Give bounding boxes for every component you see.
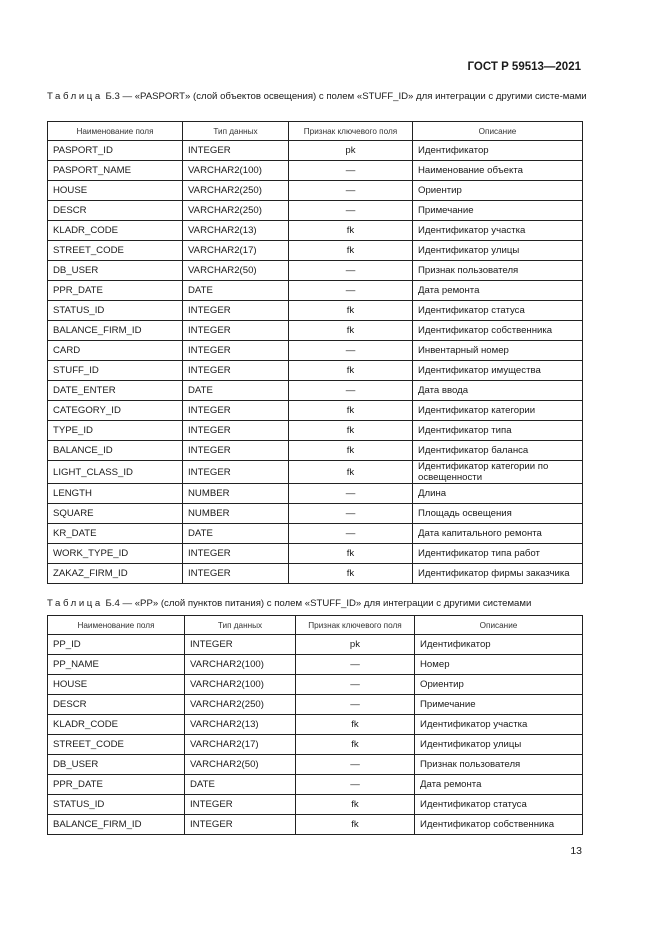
key-flag-cell: — — [289, 161, 413, 181]
key-flag-cell: fk — [289, 421, 413, 441]
field-name-cell: LENGTH — [48, 484, 183, 504]
data-type-cell: INTEGER — [183, 544, 289, 564]
field-name-cell: DESCR — [48, 695, 185, 715]
table-row — [48, 441, 583, 461]
key-flag-cell: — — [296, 655, 415, 675]
data-type-cell: VARCHAR2(13) — [183, 221, 289, 241]
data-type-cell: VARCHAR2(17) — [185, 735, 296, 755]
key-flag-cell: fk — [289, 441, 413, 461]
description-cell: Идентификатор статуса — [415, 795, 583, 815]
description-cell: Идентификатор типа — [413, 421, 583, 441]
table-row — [48, 504, 583, 524]
data-type-cell: INTEGER — [185, 635, 296, 655]
description-cell: Идентификатор фирмы заказчика — [413, 564, 583, 584]
data-type-cell: VARCHAR2(50) — [185, 755, 296, 775]
table-row — [48, 735, 583, 755]
description-cell: Идентификатор собственника — [415, 815, 583, 835]
table-row — [48, 261, 583, 281]
description-cell: Идентификатор участка — [415, 715, 583, 735]
key-flag-cell: fk — [289, 544, 413, 564]
key-flag-cell: — — [296, 695, 415, 715]
key-flag-cell: fk — [296, 795, 415, 815]
key-flag-cell: fk — [289, 241, 413, 261]
field-name-cell: STREET_CODE — [48, 241, 183, 261]
table-row — [48, 461, 583, 484]
description-cell: Признак пользователя — [413, 261, 583, 281]
key-flag-cell: — — [296, 775, 415, 795]
description-cell: Дата ввода — [413, 381, 583, 401]
field-name-cell: DATE_ENTER — [48, 381, 183, 401]
key-flag-cell: fk — [289, 321, 413, 341]
data-type-cell: VARCHAR2(100) — [185, 675, 296, 695]
table-row — [48, 484, 583, 504]
table-row — [48, 815, 583, 835]
table-row — [48, 221, 583, 241]
data-type-cell: VARCHAR2(13) — [185, 715, 296, 735]
key-flag-cell: — — [289, 504, 413, 524]
table-b3 — [47, 121, 583, 584]
key-flag-cell: fk — [289, 401, 413, 421]
description-cell: Наименование объекта — [413, 161, 583, 181]
key-flag-cell: — — [289, 484, 413, 504]
description-cell: Длина — [413, 484, 583, 504]
field-name-cell: KLADR_CODE — [48, 715, 185, 735]
document-standard-number: ГОСТ Р 59513—2021 — [467, 61, 581, 73]
table-row — [48, 321, 583, 341]
table-row — [48, 341, 583, 361]
description-cell: Ориентир — [413, 181, 583, 201]
data-type-cell: VARCHAR2(250) — [183, 201, 289, 221]
data-type-cell: INTEGER — [183, 441, 289, 461]
description-cell: Дата капитального ремонта — [413, 524, 583, 544]
key-flag-cell: — — [296, 675, 415, 695]
column-header: Признак ключевого поля — [289, 122, 413, 141]
table-row — [48, 281, 583, 301]
data-type-cell: INTEGER — [183, 361, 289, 381]
field-name-cell: STATUS_ID — [48, 795, 185, 815]
table-row — [48, 141, 583, 161]
field-name-cell: CATEGORY_ID — [48, 401, 183, 421]
table-row — [48, 564, 583, 584]
key-flag-cell: — — [296, 755, 415, 775]
description-cell: Идентификатор баланса — [413, 441, 583, 461]
description-cell: Идентификатор — [413, 141, 583, 161]
description-cell: Ориентир — [415, 675, 583, 695]
data-type-cell: INTEGER — [183, 141, 289, 161]
description-cell: Идентификатор — [415, 635, 583, 655]
key-flag-cell: fk — [289, 564, 413, 584]
description-cell: Инвентарный номер — [413, 341, 583, 361]
page-number: 13 — [570, 845, 582, 857]
description-cell: Идентификатор имущества — [413, 361, 583, 381]
data-type-cell: NUMBER — [183, 484, 289, 504]
field-name-cell: BALANCE_ID — [48, 441, 183, 461]
table-row — [48, 544, 583, 564]
description-cell: Дата ремонта — [413, 281, 583, 301]
data-type-cell: INTEGER — [183, 341, 289, 361]
field-name-cell: PASPORT_NAME — [48, 161, 183, 181]
key-flag-cell: fk — [289, 221, 413, 241]
data-type-cell: VARCHAR2(250) — [183, 181, 289, 201]
data-type-cell: INTEGER — [185, 815, 296, 835]
data-type-cell: DATE — [183, 281, 289, 301]
field-name-cell: PP_NAME — [48, 655, 185, 675]
table-row — [48, 421, 583, 441]
field-name-cell: PP_ID — [48, 635, 185, 655]
key-flag-cell: pk — [289, 141, 413, 161]
table-row — [48, 775, 583, 795]
key-flag-cell: — — [289, 524, 413, 544]
field-name-cell: BALANCE_FIRM_ID — [48, 321, 183, 341]
table-row — [48, 715, 583, 735]
table-row — [48, 201, 583, 221]
data-type-cell: DATE — [183, 524, 289, 544]
description-cell: Идентификатор категории по освещенности — [413, 461, 583, 484]
column-header: Описание — [413, 122, 583, 141]
key-flag-cell: — — [289, 181, 413, 201]
field-name-cell: DB_USER — [48, 755, 185, 775]
field-name-cell: STATUS_ID — [48, 301, 183, 321]
table-b4 — [47, 615, 583, 835]
description-cell: Идентификатор улицы — [413, 241, 583, 261]
caption-prefix: Таблица — [47, 91, 103, 102]
description-cell: Идентификатор статуса — [413, 301, 583, 321]
data-type-cell: INTEGER — [183, 461, 289, 484]
key-flag-cell: fk — [296, 715, 415, 735]
data-type-cell: INTEGER — [183, 401, 289, 421]
field-name-cell: TYPE_ID — [48, 421, 183, 441]
data-type-cell: VARCHAR2(100) — [183, 161, 289, 181]
field-name-cell: PPR_DATE — [48, 775, 185, 795]
field-name-cell: PPR_DATE — [48, 281, 183, 301]
key-flag-cell: — — [289, 261, 413, 281]
description-cell: Идентификатор улицы — [415, 735, 583, 755]
data-type-cell: INTEGER — [183, 301, 289, 321]
column-header: Признак ключевого поля — [296, 616, 415, 635]
table-row — [48, 361, 583, 381]
column-header: Тип данных — [183, 122, 289, 141]
column-header: Тип данных — [185, 616, 296, 635]
table-row — [48, 241, 583, 261]
data-type-cell: VARCHAR2(50) — [183, 261, 289, 281]
column-header: Описание — [415, 616, 583, 635]
data-type-cell: DATE — [185, 775, 296, 795]
description-cell: Идентификатор категории — [413, 401, 583, 421]
description-cell: Идентификатор собственника — [413, 321, 583, 341]
field-name-cell: SQUARE — [48, 504, 183, 524]
table-row — [48, 524, 583, 544]
table-row — [48, 695, 583, 715]
table-row — [48, 401, 583, 421]
key-flag-cell: fk — [296, 815, 415, 835]
field-name-cell: BALANCE_FIRM_ID — [48, 815, 185, 835]
field-name-cell: PASPORT_ID — [48, 141, 183, 161]
data-type-cell: VARCHAR2(100) — [185, 655, 296, 675]
field-name-cell: STREET_CODE — [48, 735, 185, 755]
column-header: Наименование поля — [48, 616, 185, 635]
table-row — [48, 675, 583, 695]
data-type-cell: INTEGER — [185, 795, 296, 815]
table-header-row — [48, 616, 583, 635]
data-type-cell: DATE — [183, 381, 289, 401]
key-flag-cell: fk — [289, 301, 413, 321]
field-name-cell: KR_DATE — [48, 524, 183, 544]
table-row — [48, 181, 583, 201]
field-name-cell: HOUSE — [48, 675, 185, 695]
description-cell: Номер — [415, 655, 583, 675]
description-cell: Признак пользователя — [415, 755, 583, 775]
description-cell: Идентификатор участка — [413, 221, 583, 241]
key-flag-cell: fk — [296, 735, 415, 755]
column-header: Наименование поля — [48, 122, 183, 141]
table-b3-caption — [47, 91, 587, 103]
table-b4-caption — [47, 598, 587, 610]
key-flag-cell: pk — [296, 635, 415, 655]
table-row — [48, 301, 583, 321]
table-row — [48, 161, 583, 181]
field-name-cell: CARD — [48, 341, 183, 361]
field-name-cell: HOUSE — [48, 181, 183, 201]
table-row — [48, 635, 583, 655]
data-type-cell: VARCHAR2(17) — [183, 241, 289, 261]
data-type-cell: INTEGER — [183, 321, 289, 341]
table-header-row — [48, 122, 583, 141]
key-flag-cell: — — [289, 201, 413, 221]
description-cell: Примечание — [413, 201, 583, 221]
table-row — [48, 381, 583, 401]
field-name-cell: WORK_TYPE_ID — [48, 544, 183, 564]
description-cell: Площадь освещения — [413, 504, 583, 524]
description-cell: Примечание — [415, 695, 583, 715]
table-row — [48, 755, 583, 775]
table-row — [48, 655, 583, 675]
data-type-cell: NUMBER — [183, 504, 289, 524]
key-flag-cell: fk — [289, 361, 413, 381]
table-row — [48, 795, 583, 815]
key-flag-cell: — — [289, 281, 413, 301]
key-flag-cell: — — [289, 381, 413, 401]
field-name-cell: ZAKAZ_FIRM_ID — [48, 564, 183, 584]
data-type-cell: INTEGER — [183, 421, 289, 441]
description-cell: Идентификатор типа работ — [413, 544, 583, 564]
description-cell: Дата ремонта — [415, 775, 583, 795]
field-name-cell: LIGHT_CLASS_ID — [48, 461, 183, 484]
field-name-cell: KLADR_CODE — [48, 221, 183, 241]
caption-prefix: Таблица — [47, 598, 103, 609]
data-type-cell: VARCHAR2(250) — [185, 695, 296, 715]
caption-text: Б.4 — «PP» (слой пунктов питания) с полем «STUFF_ID» для интеграции с другими системами — [102, 598, 532, 609]
key-flag-cell: fk — [289, 461, 413, 484]
caption-text: Б.3 — «PASPORT» (слой объектов освещения) с полем «STUFF_ID» для интеграции с другими систе-мами — [102, 91, 587, 102]
field-name-cell: DB_USER — [48, 261, 183, 281]
field-name-cell: DESCR — [48, 201, 183, 221]
key-flag-cell: — — [289, 341, 413, 361]
data-type-cell: INTEGER — [183, 564, 289, 584]
field-name-cell: STUFF_ID — [48, 361, 183, 381]
